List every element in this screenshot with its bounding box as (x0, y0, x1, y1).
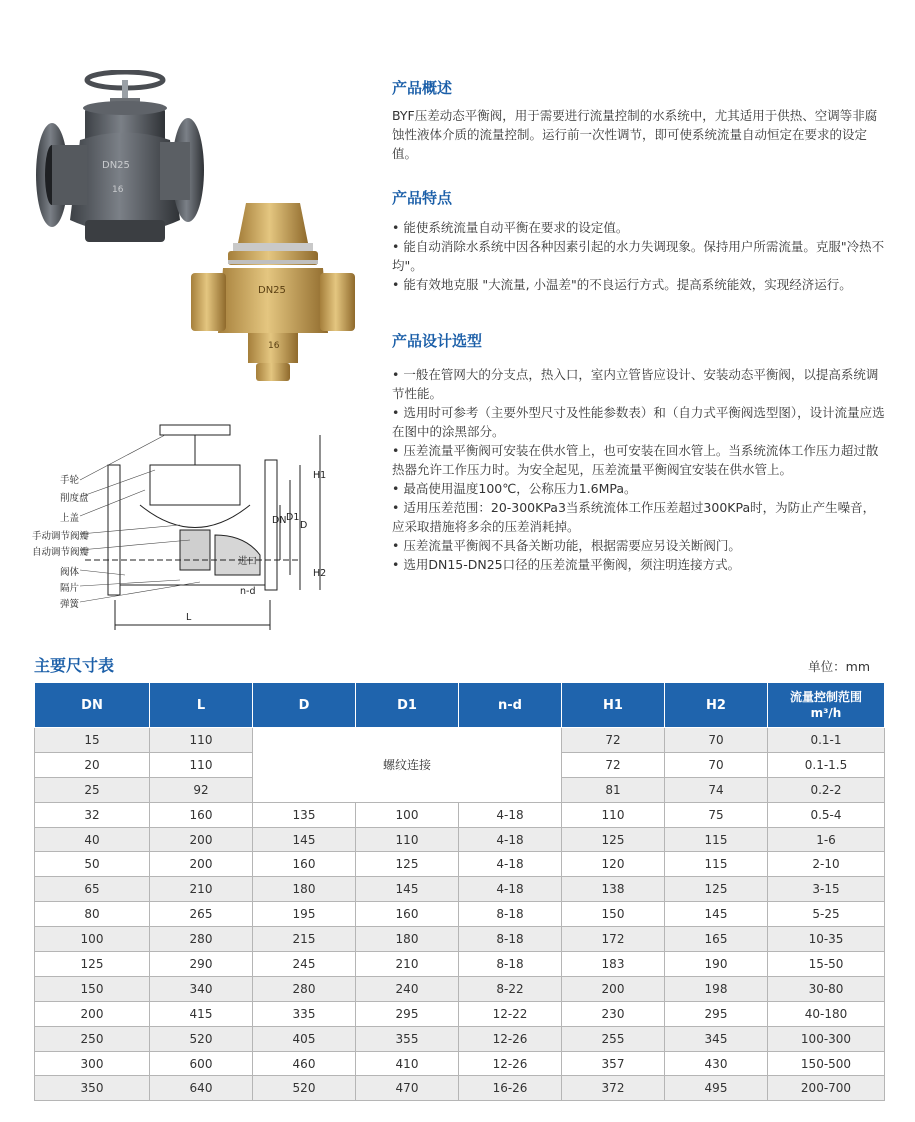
table-cell: 172 (562, 927, 665, 952)
list-item: • 适用压差范围：20-300KPa3当系统流体工作压差超过300KPa时，为防止产生噪音，应采取措施将多余的压差消耗掉。 (392, 498, 887, 536)
header-flow-line1: 流量控制范围 (789, 690, 862, 704)
table-cell: 8-22 (459, 976, 562, 1001)
table-title: 主要尺寸表 (34, 656, 115, 675)
table-cell: 110 (150, 728, 253, 753)
table-row (35, 827, 885, 852)
table-cell: 40-180 (768, 1001, 885, 1026)
table-cell: 600 (150, 1051, 253, 1076)
table-cell: 295 (356, 1001, 459, 1026)
table-cell: 200 (150, 827, 253, 852)
table-cell: 80 (35, 902, 150, 927)
table-unit: 单位：mm (808, 659, 870, 674)
table-cell: 100-300 (768, 1026, 885, 1051)
header-d1: D1 (356, 683, 459, 728)
table-cell: 160 (150, 802, 253, 827)
table-cell: 210 (150, 877, 253, 902)
brass-valve-photo (188, 198, 358, 388)
list-item: • 压差流量平衡阀可安装在供水管上，也可安装在回水管上。当系统流体工作压力超过散热器允许工作压力时。为安全起见，压差流量平衡阀宜安装在供水管上。 (392, 441, 887, 479)
table-cell: 190 (665, 952, 768, 977)
table-cell: 198 (665, 976, 768, 1001)
diagram-dim-h2: H2 (313, 568, 327, 579)
table-cell: 200 (562, 976, 665, 1001)
features-title: 产品特点 (392, 189, 453, 207)
diagram-label-inlet: 进口 (238, 556, 258, 567)
table-row (35, 976, 885, 1001)
table-cell: 81 (562, 777, 665, 802)
dimension-table (34, 682, 885, 1101)
iron-valve-pn-mark: 16 (112, 185, 124, 195)
table-cell: 280 (253, 976, 356, 1001)
table-cell: 0.1-1 (768, 728, 885, 753)
table-cell: 183 (562, 952, 665, 977)
table-cell: 180 (253, 877, 356, 902)
brass-valve-pn-mark: 16 (268, 341, 280, 351)
diagram-label-auto-disc: 自动调节阀瓣 (32, 547, 90, 558)
brass-valve-dn-mark: DN25 (258, 285, 286, 296)
table-cell: 4-18 (459, 827, 562, 852)
features-section (392, 187, 887, 294)
cast-iron-valve-photo (30, 70, 210, 255)
header-h1: H1 (562, 683, 665, 728)
table-cell: 470 (356, 1076, 459, 1101)
table-cell: 2-10 (768, 852, 885, 877)
diagram-label-handwheel: 手轮 (60, 475, 80, 486)
diagram-dim-d: D (300, 520, 308, 531)
diagram-label-spring: 弹簧 (60, 599, 80, 610)
table-cell: 74 (665, 777, 768, 802)
diagram-label-nd: n-d (240, 586, 256, 597)
table-cell: 125 (356, 852, 459, 877)
list-item: • 一般在管网大的分支点，热入口，室内立管皆应设计、安装动态平衡阀，以提高系统调节性能。 (392, 365, 887, 403)
header-dn: DN (35, 683, 150, 728)
overview-section (392, 77, 887, 163)
list-item: • 能有效地克服 "大流量, 小温差"的不良运行方式。提高系统能效，实现经济运行。 (392, 275, 887, 294)
table-cell: 520 (150, 1026, 253, 1051)
table-cell: 520 (253, 1076, 356, 1101)
table-row (35, 1001, 885, 1026)
table-cell: 92 (150, 777, 253, 802)
table-cell: 110 (562, 802, 665, 827)
table-cell: 72 (562, 752, 665, 777)
diagram-dim-dn: DN (272, 515, 287, 526)
table-cell: 145 (356, 877, 459, 902)
table-cell: 290 (150, 952, 253, 977)
table-cell: 150-500 (768, 1051, 885, 1076)
table-cell: 110 (356, 827, 459, 852)
table-row (35, 927, 885, 952)
table-cell: 120 (562, 852, 665, 877)
header-flow-line2: m³/h (810, 706, 842, 720)
table-row (35, 952, 885, 977)
iron-valve-dn-mark: DN25 (102, 160, 130, 171)
table-cell: 15-50 (768, 952, 885, 977)
table-row (35, 728, 885, 753)
table-cell: 280 (150, 927, 253, 952)
table-cell: 30-80 (768, 976, 885, 1001)
list-item: • 选用时可参考（主要外型尺寸及性能参数表）和（自力式平衡阀选型图），设计流量应选在图中的涂黑部分。 (392, 403, 887, 441)
table-cell: 70 (665, 752, 768, 777)
table-cell: 340 (150, 976, 253, 1001)
table-cell: 135 (253, 802, 356, 827)
table-cell: 1-6 (768, 827, 885, 852)
diagram-label-diaphragm: 隔片 (60, 583, 80, 594)
table-cell: 72 (562, 728, 665, 753)
table-row (35, 852, 885, 877)
table-cell: 8-18 (459, 902, 562, 927)
table-body (35, 728, 885, 1101)
diagram-dim-h1: H1 (313, 470, 327, 481)
table-cell: 8-18 (459, 927, 562, 952)
features-list (392, 218, 887, 294)
list-item: • 能使系统流量自动平衡在要求的设定值。 (392, 218, 887, 237)
header-d: D (253, 683, 356, 728)
table-cell: 0.2-2 (768, 777, 885, 802)
table-cell: 165 (665, 927, 768, 952)
table-cell: 200 (35, 1001, 150, 1026)
table-cell: 250 (35, 1026, 150, 1051)
table-cell: 640 (150, 1076, 253, 1101)
table-cell: 200-700 (768, 1076, 885, 1101)
table-cell: 10-35 (768, 927, 885, 952)
table-cell: 4-18 (459, 802, 562, 827)
table-row (35, 877, 885, 902)
table-cell: 20 (35, 752, 150, 777)
table-cell: 0.1-1.5 (768, 752, 885, 777)
diagram-dim-d1: D1 (286, 512, 300, 523)
table-cell: 405 (253, 1026, 356, 1051)
table-cell: 65 (35, 877, 150, 902)
table-cell: 145 (665, 902, 768, 927)
table-cell: 345 (665, 1026, 768, 1051)
table-cell: 460 (253, 1051, 356, 1076)
table-cell: 295 (665, 1001, 768, 1026)
header-h2: H2 (665, 683, 768, 728)
table-cell: 100 (356, 802, 459, 827)
table-cell: 4-18 (459, 852, 562, 877)
table-cell: 125 (665, 877, 768, 902)
table-cell: 70 (665, 728, 768, 753)
table-cell: 32 (35, 802, 150, 827)
header-l: L (150, 683, 253, 728)
table-cell: 100 (35, 927, 150, 952)
table-header-row (35, 683, 885, 728)
table-cell: 430 (665, 1051, 768, 1076)
threaded-connection-cell: 螺纹连接 (253, 728, 562, 803)
list-item: • 能自动消除水系统中因各种因素引起的水力失调现象。保持用户所需流量。克服"冷热不均"。 (392, 237, 887, 275)
table-cell: 415 (150, 1001, 253, 1026)
table-cell: 160 (356, 902, 459, 927)
header-flow (768, 683, 885, 728)
table-cell: 350 (35, 1076, 150, 1101)
table-row (35, 902, 885, 927)
table-cell: 0.5-4 (768, 802, 885, 827)
table-cell: 150 (35, 976, 150, 1001)
table-cell: 115 (665, 827, 768, 852)
list-item: • 压差流量平衡阀不具备关断功能，根据需要应另设关断阀门。 (392, 536, 887, 555)
table-cell: 335 (253, 1001, 356, 1026)
diagram-label-dial: 削度盘 (60, 493, 89, 504)
table-cell: 125 (35, 952, 150, 977)
table-cell: 110 (150, 752, 253, 777)
table-cell: 230 (562, 1001, 665, 1026)
table-cell: 12-22 (459, 1001, 562, 1026)
table-cell: 495 (665, 1076, 768, 1101)
table-cell: 50 (35, 852, 150, 877)
diagram-dim-l: L (186, 612, 192, 623)
table-cell: 372 (562, 1076, 665, 1101)
table-cell: 240 (356, 976, 459, 1001)
table-cell: 12-26 (459, 1026, 562, 1051)
table-row (35, 802, 885, 827)
table-cell: 215 (253, 927, 356, 952)
diagram-label-body: 阀体 (60, 567, 80, 578)
overview-text: BYF压差动态平衡阀，用于需要进行流量控制的水系统中，尤其适用于供热、空调等非腐蚀性液体介质的流量控制。运行前一次性调节，即可使系统流量自动恒定在要求的设定值。 (392, 108, 878, 161)
table-cell: 210 (356, 952, 459, 977)
table-cell: 195 (253, 902, 356, 927)
header-nd: n-d (459, 683, 562, 728)
table-row (35, 1051, 885, 1076)
table-cell: 125 (562, 827, 665, 852)
table-cell: 265 (150, 902, 253, 927)
table-cell: 357 (562, 1051, 665, 1076)
table-cell: 3-15 (768, 877, 885, 902)
list-item: • 最高使用温度100℃，公称压力1.6MPa。 (392, 479, 887, 498)
table-cell: 410 (356, 1051, 459, 1076)
table-cell: 300 (35, 1051, 150, 1076)
table-cell: 75 (665, 802, 768, 827)
table-cell: 12-26 (459, 1051, 562, 1076)
table-cell: 245 (253, 952, 356, 977)
table-row (35, 1026, 885, 1051)
design-list (392, 365, 887, 574)
table-cell: 25 (35, 777, 150, 802)
table-row (35, 1076, 885, 1101)
table-cell: 150 (562, 902, 665, 927)
table-cell: 180 (356, 927, 459, 952)
design-title: 产品设计选型 (392, 332, 483, 350)
table-cell: 115 (665, 852, 768, 877)
diagram-label-manual-disc: 手动调节阀瓣 (32, 531, 90, 542)
overview-title: 产品概述 (392, 79, 453, 97)
table-cell: 160 (253, 852, 356, 877)
table-cell: 145 (253, 827, 356, 852)
table-cell: 255 (562, 1026, 665, 1051)
table-cell: 200 (150, 852, 253, 877)
table-cell: 8-18 (459, 952, 562, 977)
table-cell: 40 (35, 827, 150, 852)
table-cell: 4-18 (459, 877, 562, 902)
list-item: • 选用DN15-DN25口径的压差流量平衡阀，须注明连接方式。 (392, 555, 887, 574)
table-cell: 16-26 (459, 1076, 562, 1101)
design-section (392, 330, 887, 574)
table-cell: 15 (35, 728, 150, 753)
diagram-label-cover: 上盖 (60, 513, 80, 524)
table-cell: 355 (356, 1026, 459, 1051)
table-cell: 138 (562, 877, 665, 902)
table-cell: 5-25 (768, 902, 885, 927)
